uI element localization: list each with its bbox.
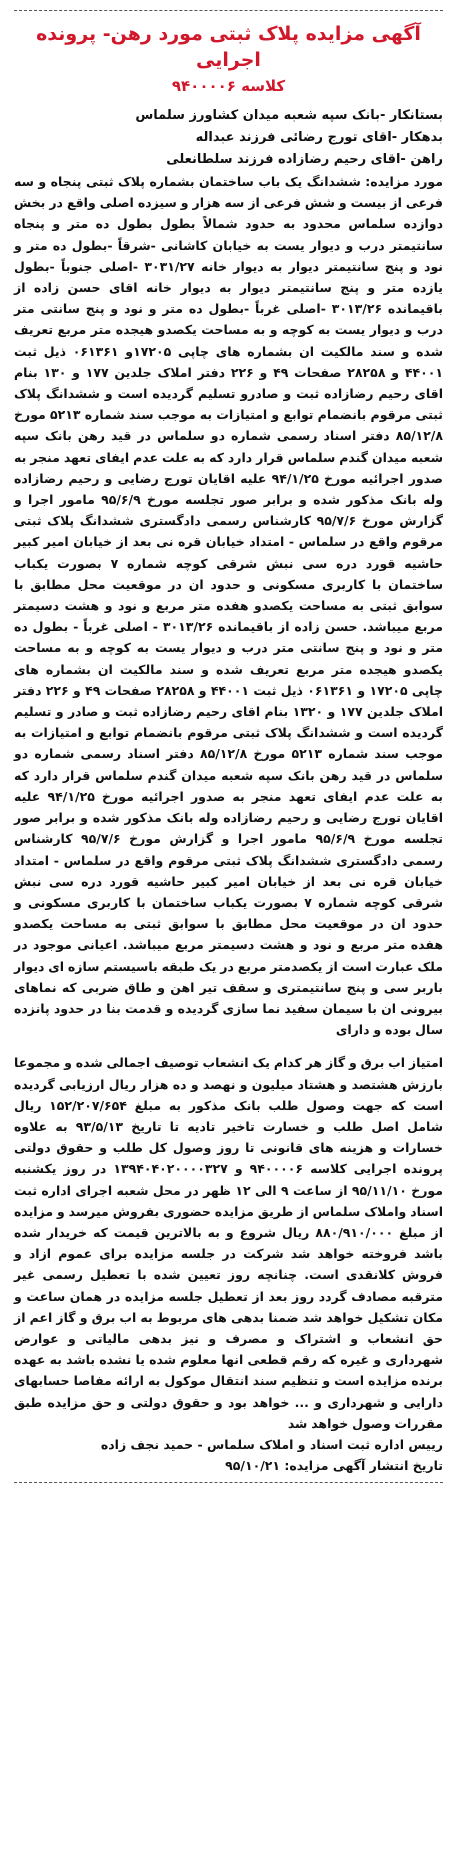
auction-terms-paragraph: امتیاز اب برق و گاز هر کدام یک انشعاب توصیف اجمالی شده و مجموعا بارزش هشتصد و هشتاد میلیون و نهصد و ده هزار ریال ارزیابی گردیده است که جهت وصول طلب بانک مذکور به مبلغ ۱۵۲/۲۰۷/۶۵۴ ریال شامل اصل طلب و خسارت تاخیر تادیه تا تاریخ ۹۳/۵/۱۳ به علاوه خسارات و هزینه های قانونی تا روز وصول کل طلب و حقوق دولتی پرونده اجرایی کلاسه ۹۴۰۰۰۰۶ و ۱۳۹۴۰۴۰۲۰۰۰۰۳۲۷ در روز یکشنبه مورخ ۹۵/۱۱/۱۰ از ساعت ۹ الی ۱۲ ظهر در محل شعبه اجرای اداره ثبت اسناد واملاک سلماس از طریق مزایده حضوری بفروش میرسد و مزایده از مبلغ ۸۸۰/۹۱۰/۰۰۰ ریال شروع و به بالاترین قیمت که خریدار شده باشد فروخته خواهد شد شرکت در جلسه مزایده برای عموم ازاد و فروش کلانقدی است. چنانچه روز تعیین شده با تعطیل رسمی غیر مترقبه مصادف گردد روز بعد از تعطیل جلسه مزایده در همان ساعت و مکان تشکیل خواهد شد ضمنا بدهی های مربوط به اب برق و گاز اعم از حق انشعاب و اشتراک و مصرف و نیز بدهی مالیاتی و عوارض شهرداری و غیره که رقم قطعی انها معلوم شده یا نشده باشد به عهده برنده مزایده است و تنظیم سند انتقال موکول به ارائه مفاصا حسابهای دارایی و شهرداری و ... خواهد بود و حقوق دولتی و حق مزایده طبق مقررات وصول خواهد شد	[14, 1055, 444, 1431]
notice-title: آگهی مزایده پلاک ثبتی مورد رهن- پرونده اجرایی	[36, 23, 421, 71]
file-number: کلاسه ۹۴۰۰۰۰۶	[171, 77, 286, 95]
parties-block	[14, 105, 443, 171]
publish-date: تاریخ انتشار آگهی مزایده: ۹۵/۱۰/۲۱	[225, 1457, 443, 1473]
creditor-line: بستانکار -بانک سپه شعبه میدان کشاورز سلماس	[135, 108, 443, 123]
auction-subject-paragraph: مورد مزایده: ششدانگ یک باب ساختمان بشماره پلاک ثبتی پنجاه و سه فرعی از بیست و شش فرعی از سه هزار و سیزده اصلی واقع در بخش دوازده سلماس محدود به حدود شمالاً بطول بطول ده متر و پنجاه سانتیمتر درب و دیوار یست به خیابان کاشانی -شرقاً -بطول ده متر و نود و پنج سانتیمتر دیوار به دیوار خانه ۳۰۳۱/۲۷ -اصلی جنوباً -بطول یازده متر و پنج سانتیمتر دیوار به دیوار خانه اقای حسن زاده از باقیمانده ۳۰۱۳/۲۶ -اصلی غرباً -بطول ده متر و نود و پنج سانتی متر درب و دیوار یست به کوچه و به مساحت یکصدو هیجده متر مربع تعریف شده و سند مالکیت ان بشماره های چاپی ۱۷۲۰۵و ۰۶۱۳۶۱ ذیل ثبت ۴۴۰۰۱ و ۲۸۲۵۸ صفحات ۴۹ و ۲۲۶ دفتر املاک جلدین ۱۷۷ و ۱۳۰ بنام اقای رحیم رضازاده ثبت و صادرو تسلیم گردیده است و ششدانگ پلاک ثبتی مرقوم بانضمام توابع و امتیازات به موجب سند شماره ۵۲۱۳ مورخ ۸۵/۱۲/۸ دفتر اسناد رسمی شماره دو سلماس در قید رهن بانک سپه شعبه میدان گندم سلماس قرار دارد که به علت عدم ایفای تعهد منجر به صدور اجرائیه مورخ ۹۴/۱/۲۵ علیه اقایان تورج رضایی و رحیم رضازاده وله بانک مذکور شده و برابر صور تجلسه مورخ ۹۵/۶/۹ مامور اجرا و گزارش مورخ ۹۵/۷/۶ کارشناس رسمی دادگستری ششدانگ پلاک ثبتی مرقوم واقع در سلماس - امتداد خیابان قره نی بعد از خیابان امیر کبیر حاشیه قورد دره سی نبش شرقی کوچه شماره ۷ بصورت یکباب ساختمان با کاربری مسکونی و حدود ان در موقعیت محل مطابق با سوابق ثبتی به مساحت یکصدو هفده متر مربع و نود و هشت دسیمتر مربع میباشد. حسن زاده از باقیمانده ۳۰۱۳/۲۶ - اصلی غرباً - بطول ده متر و نود و پنج سانتی متر درب و دیوار یست به کوچه و به مساحت یکصدو هیجده متر مربع تعریف شده و سند مالکیت ان بشماره های چاپی ۱۷۲۰۵ و ۰۶۱۳۶۱ ذیل ثبت ۴۴۰۰۱ و ۲۸۲۵۸ صفحات ۴۹ و ۲۲۶ دفتر املاک جلدین ۱۷۷ و ۱۳۲۰ بنام اقای رحیم رضازاده ثبت و صادر و تسلیم گردیده است و ششدانگ پلاک ثبتی مرقوم بانضمام توابع و امتیازات به موجب سند شماره ۵۲۱۳ مورخ ۸۵/۱۲/۸ دفتر اسناد رسمی شماره دو سلماس در قید رهن بانک سپه شعبه میدان گندم سلماس قرار دارد که به علت عدم ایفای تعهد منجر به صدور اجرائیه مورخ ۹۴/۱/۲۵ علیه اقایان تورج رضایی و رحیم رضازاده وله بانک مذکور شده و برابر صور تجلسه مورخ ۹۵/۶/۹ مامور اجرا و گزارش مورخ ۹۵/۷/۶ کارشناس رسمی دادگستری ششدانگ پلاک ثبتی مرقوم واقع در سلماس - امتداد خیابان قره نی بعد از خیابان امیر کبیر حاشیه قورد دره سی نبش شرقی کوچه شماره ۷ بصورت یکباب ساختمان با کاربری مسکونی و حدود ان در موقعیت محل مطابق با سوابق ثبتی به مساحت یکصدو هفده متر مربع و نود و هشت دسیمتر مربع میباشد. اعیانی موجود در ملک عبارت است از یکصدمتر مربع در یک طبقه باسیستم سازه ای دیوار باربر سی و پنج سانتیمتری و سقف تیر اهن و طاق ضربی که نماهای بیرونی ان با سیمان سفید نما سازی گردیده و قدمت بنا در حدود پانزده سال بوده و دارای	[14, 174, 444, 1038]
notice-footer	[14, 1434, 443, 1476]
mortgagor-line: راهن -اقای رحیم رضازاده فرزند سلطانعلی	[166, 152, 443, 167]
top-divider	[14, 10, 443, 11]
debtor-line: بدهکار -اقای تورج رضائی فرزند عبداله	[195, 130, 443, 145]
bottom-divider	[14, 1482, 443, 1483]
signature-line: رییس اداره ثبت اسناد و املاک سلماس - حمید نجف زاده	[100, 1436, 443, 1452]
